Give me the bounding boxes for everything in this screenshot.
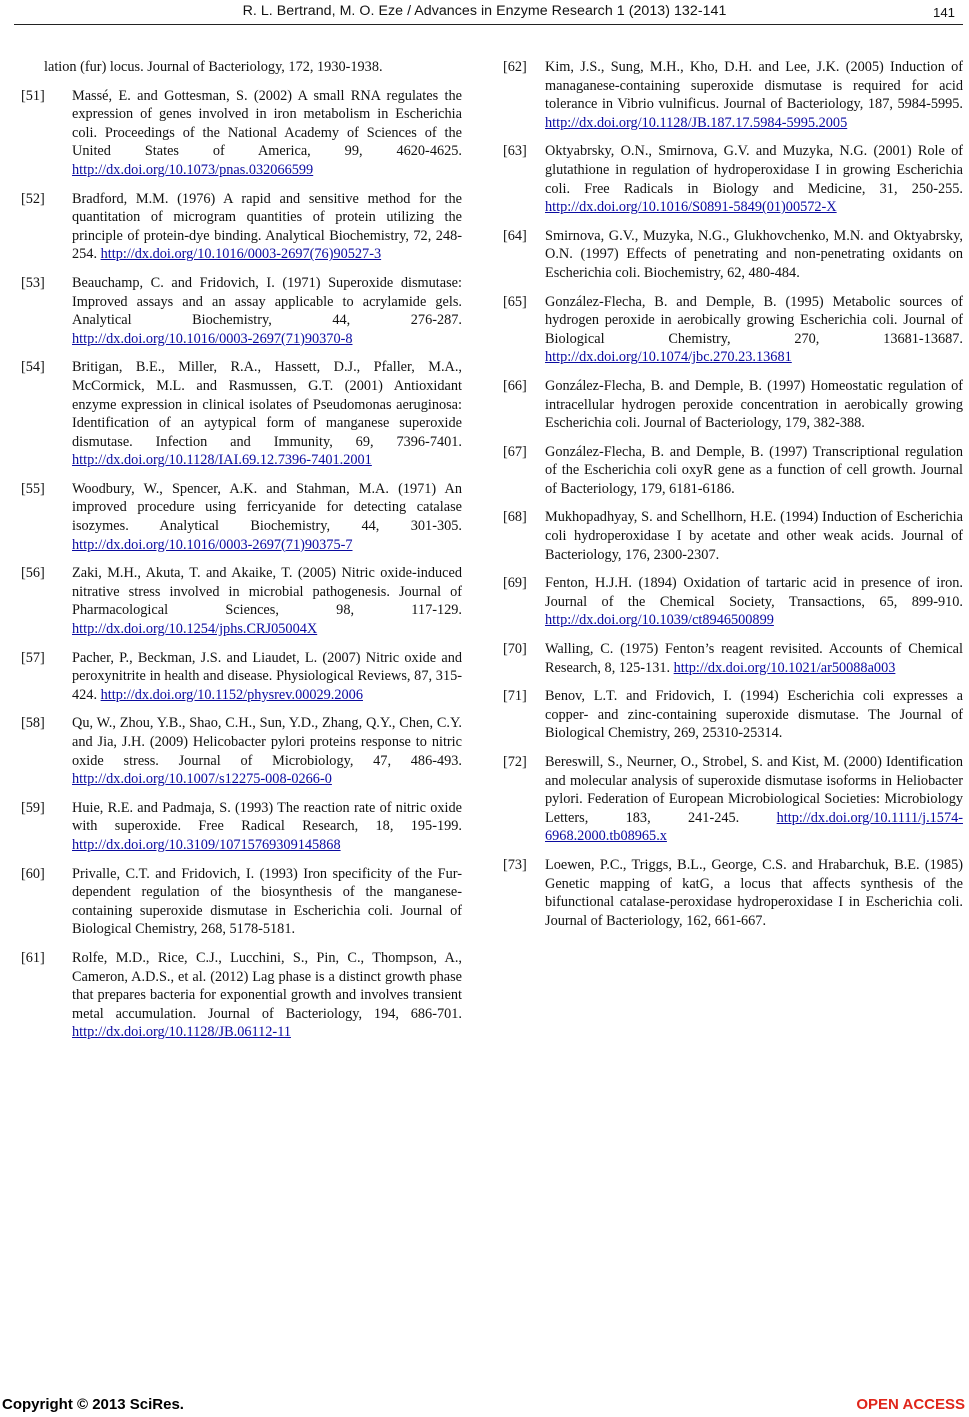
open-access-label: OPEN ACCESS bbox=[856, 1396, 965, 1413]
doi-link[interactable]: http://dx.doi.org/10.1074/jbc.270.23.13681 bbox=[545, 349, 792, 366]
doi-link[interactable]: http://dx.doi.org/10.1016/S0891-5849(01)00572-X bbox=[545, 199, 837, 216]
doi-link[interactable]: http://dx.doi.org/10.1254/jphs.CRJ05004X bbox=[72, 621, 318, 638]
doi-link[interactable]: http://dx.doi.org/10.1128/JB.187.17.5984-5995.2005 bbox=[545, 114, 848, 131]
reference-number: [70] bbox=[503, 641, 527, 658]
doi-link[interactable]: http://dx.doi.org/10.1128/IAI.69.12.7396-7401.2001 bbox=[72, 452, 372, 469]
reference-text: Loewen, P.C., Triggs, B.L., George, C.S. and Hrabarchuk, B.E. (1985) Genetic mapping of katG, a locus that affects synthesis of the bifunctional catalase-peroxidase hydroperoxidase I in Escherichia coli. Journal of Bacteriology, 162, 661-667. bbox=[545, 856, 963, 929]
reference-item bbox=[505, 58, 963, 132]
reference-item bbox=[21, 799, 462, 855]
reference-number: [63] bbox=[503, 143, 527, 160]
reference-item bbox=[21, 949, 462, 1042]
reference-number: [68] bbox=[503, 509, 527, 526]
reference-number: [51] bbox=[21, 87, 45, 104]
reference-text: Benov, L.T. and Fridovich, I. (1994) Escherichia coli expresses a copper- and zinc-containing superoxide dismutase. The Journal of Biological Chemistry, 269, 25310-25314. bbox=[545, 688, 963, 742]
reference-number: [72] bbox=[503, 754, 527, 770]
copyright-notice: Copyright © 2013 SciRes. bbox=[2, 1396, 184, 1413]
reference-text: Oktyabrsky, O.N., Smirnova, G.V. and Muzyka, N.G. (2001) Role of glutathione in regulation of hydroperoxidase I in growing Escherichia coli. Free Radicals in Biology and Medicine, 31, 250-255. bbox=[545, 143, 963, 197]
reference-number: [58] bbox=[21, 715, 45, 732]
reference-text: Pacher, P., Beckman, J.S. and Liaudet, L. (2007) Nitric oxide and peroxynitrite in health and disease. Physiological Reviews, 87, 315-424. bbox=[72, 649, 462, 703]
reference-number: [54] bbox=[21, 359, 45, 376]
reference-number: [57] bbox=[21, 649, 45, 666]
reference-number: [67] bbox=[503, 443, 527, 460]
reference-number: [69] bbox=[503, 575, 527, 592]
reference-number: [59] bbox=[21, 799, 45, 816]
doi-link[interactable]: http://dx.doi.org/10.1039/ct8946500899 bbox=[545, 612, 774, 629]
reference-text: Woodbury, W., Spencer, A.K. and Stahman, M.A. (1971) An improved procedure using ferricyanide for detecting catalase isozymes. Analytical Biochemistry, 44, 301-305. bbox=[72, 480, 462, 535]
reference-item bbox=[505, 227, 963, 283]
reference-item bbox=[21, 649, 462, 705]
reference-item bbox=[21, 480, 462, 554]
reference-item bbox=[21, 564, 462, 638]
reference-text: González-Flecha, B. and Demple, B. (1995) Metabolic sources of hydrogen peroxide in aerobically growing Escherichia coli. Journal of Biological Chemistry, 270, 13681-13687. bbox=[545, 293, 963, 347]
running-header bbox=[0, 3, 969, 25]
reference-number: [66] bbox=[503, 377, 527, 394]
reference-item bbox=[505, 142, 963, 216]
reference-item bbox=[505, 377, 963, 433]
reference-number: [61] bbox=[21, 949, 45, 966]
doi-link[interactable]: http://dx.doi.org/10.3109/10715769309145868 bbox=[72, 836, 341, 853]
doi-link[interactable]: http://dx.doi.org/10.1073/pnas.032066599 bbox=[72, 161, 314, 178]
doi-link[interactable]: http://dx.doi.org/10.1016/0003-2697(76)90527-3 bbox=[100, 246, 382, 263]
doi-link[interactable]: http://dx.doi.org/10.1152/physrev.00029.2006 bbox=[100, 686, 363, 703]
right-column bbox=[505, 58, 963, 940]
reference-continuation: lation (fur) locus. Journal of Bacteriology, 172, 1930-1938. bbox=[44, 59, 383, 75]
reference-number: [53] bbox=[21, 274, 45, 291]
reference-text: Kim, J.S., Sung, M.H., Kho, D.H. and Lee, J.K. (2005) Induction of managanese-containing superoxide dismutase is required for acid tolerance in Vibrio vulnificus. Journal of Bacteriology, 187, 5984-5995. bbox=[545, 59, 963, 113]
page-number: 141 bbox=[932, 5, 955, 20]
reference-text: González-Flecha, B. and Demple, B. (1997) Homeostatic regulation of intracellular hydrogen peroxide concentration in aerobically growing Escherichia coli. Journal of Bacteriology, 179, 382-388. bbox=[545, 377, 963, 432]
reference-item bbox=[21, 714, 462, 788]
reference-text: Massé, E. and Gottesman, S. (2002) A small RNA regulates the expression of genes involved in iron metabolism in Escherichia coli. Proceedings of the National Academy of Sciences of the United States of America, 99, 4620-4625. bbox=[72, 87, 462, 160]
reference-number: [64] bbox=[503, 227, 527, 244]
reference-text: Bradford, M.M. (1976) A rapid and sensitive method for the quantitation of microgram quantities of protein utilizing the principle of protein-dye binding. Analytical Biochemistry, 72, 248-254. bbox=[72, 190, 462, 263]
reference-item bbox=[505, 856, 963, 930]
reference-item bbox=[21, 87, 462, 180]
running-title: R. L. Bertrand, M. O. Eze / Advances in Enzyme Research 1 (2013) 132-141 bbox=[242, 3, 727, 19]
reference-number: [65] bbox=[503, 293, 527, 310]
reference-text: Fenton, H.J.H. (1894) Oxidation of tartaric acid in presence of iron. Journal of the Chemical Society, Transactions, 65, 899-910. bbox=[545, 575, 963, 610]
reference-item bbox=[21, 190, 462, 264]
reference-item bbox=[505, 574, 963, 630]
reference-text: Smirnova, G.V., Muzyka, N.G., Glukhovchenko, M.N. and Oktyabrsky, O.N. (1997) Effects of penetrating and non-penetrating oxidants on Escherichia coli. Biochemistry, 62, 480-484. bbox=[545, 227, 963, 281]
reference-text: Mukhopadhyay, S. and Schellhorn, H.E. (1994) Induction of Escherichia coli hydroperoxidase I by acetate and other weak acids. Journal of Bacteriology, 176, 2300-2307. bbox=[545, 509, 963, 563]
reference-number: [73] bbox=[503, 856, 527, 873]
right-reference-list bbox=[505, 58, 963, 930]
reference-item bbox=[21, 274, 462, 348]
reference-item bbox=[505, 687, 963, 743]
reference-text: Huie, R.E. and Padmaja, S. (1993) The reaction rate of nitric oxide with superoxide. Free Radical Research, 18, 195-199. bbox=[72, 799, 462, 835]
reference-number: [55] bbox=[21, 480, 45, 497]
doi-link[interactable]: http://dx.doi.org/10.1016/0003-2697(71)90375-7 bbox=[72, 536, 353, 553]
reference-number: [56] bbox=[21, 565, 45, 582]
reference-text: Bereswill, S., Neurner, O., Strobel, S. and Kist, M. (2000) Identification and molecular analysis of superoxide dismutase isoforms in Heliobacter pylori. Federation of European Microbiological Societies: Microbiology Letters, 183, 241-245. bbox=[545, 754, 963, 826]
header-divider bbox=[14, 24, 963, 25]
reference-text: Walling, C. (1975) Fenton’s reagent revisited. Accounts of Chemical Research, 8, 125-131. bbox=[545, 641, 963, 676]
reference-number: [71] bbox=[503, 688, 527, 705]
reference-text: Qu, W., Zhou, Y.B., Shao, C.H., Sun, Y.D., Zhang, Q.Y., Chen, C.Y. and Jia, J.H. (2009) Helicobacter pylori proteins response to nitric oxide stress. Journal of Microbiology, 47, 486-493. bbox=[72, 715, 462, 769]
left-column bbox=[21, 58, 462, 1052]
reference-text: Privalle, C.T. and Fridovich, I. (1993) Iron specificity of the Fur-dependent regulation of the biosynthesis of the manganese-containing superoxide dismutase in Escherichia coli. Journal of Biological Chemistry, 268, 5178-5181. bbox=[72, 865, 462, 938]
reference-item bbox=[21, 358, 462, 470]
doi-link[interactable]: http://dx.doi.org/10.1007/s12275-008-0266-0 bbox=[72, 771, 332, 788]
reference-item bbox=[505, 443, 963, 499]
reference-number: [60] bbox=[21, 865, 45, 882]
reference-number: [62] bbox=[503, 59, 527, 75]
reference-text: Rolfe, M.D., Rice, C.J., Lucchini, S., Pin, C., Thompson, A., Cameron, A.D.S., et al. (2012) Lag phase is a distinct growth phase that prepares bacteria for exponential growth and involves transient metal accumulation. Journal of Bacteriology, 194, 686-701. bbox=[72, 949, 462, 1022]
doi-link[interactable]: http://dx.doi.org/10.1128/JB.06112-11 bbox=[72, 1024, 291, 1041]
reference-text: Beauchamp, C. and Fridovich, I. (1971) Superoxide dismutase: Improved assays and an assay applicable to acrylamide gels. Analytical Biochemistry, 44, 276-287. bbox=[72, 274, 462, 329]
left-reference-list bbox=[21, 87, 462, 1042]
reference-item bbox=[505, 508, 963, 564]
reference-item bbox=[505, 640, 963, 677]
reference-item bbox=[505, 293, 963, 367]
reference-text: Zaki, M.H., Akuta, T. and Akaike, T. (2005) Nitric oxide-induced nitrative stress involved in microbial pathogenesis. Journal of Pharmacological Sciences, 98, 117-129. bbox=[72, 565, 462, 619]
reference-item bbox=[21, 865, 462, 939]
doi-link[interactable]: http://dx.doi.org/10.1111/j.1574-6968.2000.tb08965.x bbox=[545, 809, 963, 845]
reference-number: [52] bbox=[21, 190, 45, 207]
reference-text: González-Flecha, B. and Demple, B. (1997) Transcriptional regulation of the Escherichia coli oxyR gene as a function of cell growth. Journal of Bacteriology, 179, 6181-6186. bbox=[545, 443, 963, 497]
doi-link[interactable]: http://dx.doi.org/10.1016/0003-2697(71)90370-8 bbox=[72, 330, 353, 347]
reference-text: Britigan, B.E., Miller, R.A., Hassett, D.J., Pfaller, M.A., McCormick, M.L. and Rasmussen, G.T. (2001) Antioxidant enzyme expression in clinical isolates of Pseudomonas aeruginosa: Identification of an aytypical form of manganese superoxide dismutase. Infection and Immunity, 69, 7396-7401. bbox=[72, 359, 462, 450]
reference-item bbox=[505, 753, 963, 846]
doi-link[interactable]: http://dx.doi.org/10.1021/ar50088a003 bbox=[673, 659, 896, 676]
